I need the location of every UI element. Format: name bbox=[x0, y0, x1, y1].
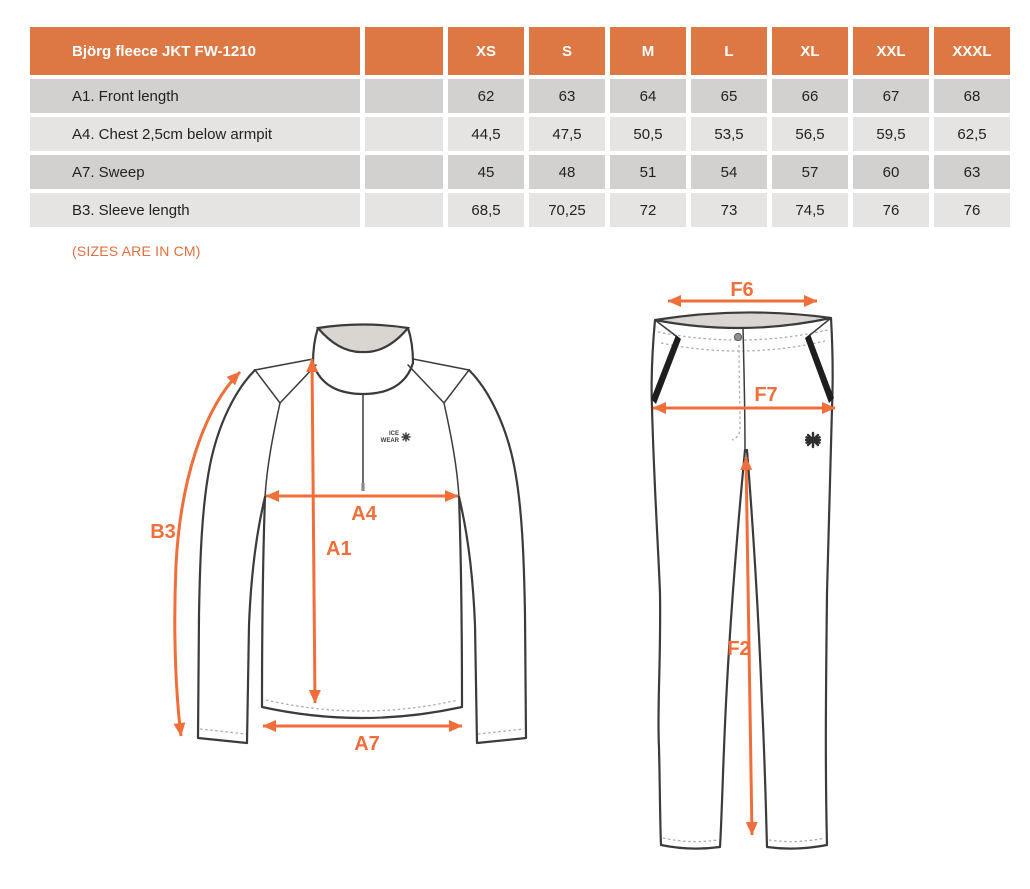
waist-button bbox=[734, 333, 741, 340]
size-header-s: S bbox=[529, 27, 605, 75]
row-spacer bbox=[365, 155, 443, 189]
value-cell: 74,5 bbox=[772, 193, 848, 227]
value-cell: 67 bbox=[853, 79, 929, 113]
size-header-xs: XS bbox=[448, 27, 524, 75]
sizes-unit-note: (SIZES ARE IN CM) bbox=[72, 243, 201, 259]
value-cell: 48 bbox=[529, 155, 605, 189]
a7-label: A7 bbox=[354, 733, 380, 755]
value-cell: 59,5 bbox=[853, 117, 929, 151]
svg-text:WEAR: WEAR bbox=[380, 438, 399, 444]
jacket-measurement-diagram bbox=[140, 295, 560, 795]
pants-outline-drawing bbox=[651, 312, 834, 848]
f2-label: F2 bbox=[727, 638, 751, 660]
value-cell: 63 bbox=[934, 155, 1010, 189]
svg-text:ICE: ICE bbox=[388, 431, 399, 437]
value-cell: 51 bbox=[610, 155, 686, 189]
value-cell: 56,5 bbox=[772, 117, 848, 151]
right-pocket bbox=[805, 334, 834, 403]
a1-label: A1 bbox=[326, 538, 352, 560]
right-shoulder-panel bbox=[408, 359, 469, 403]
size-table bbox=[30, 27, 1010, 227]
value-cell: 76 bbox=[934, 193, 1010, 227]
a4-label: A4 bbox=[351, 503, 377, 525]
value-cell: 72 bbox=[610, 193, 686, 227]
b3-label: B3 bbox=[150, 521, 176, 543]
fly-stitch bbox=[732, 345, 740, 440]
value-cell: 57 bbox=[772, 155, 848, 189]
icewear-logo bbox=[381, 431, 410, 444]
value-cell: 60 bbox=[853, 155, 929, 189]
row-label-front-length: A1. Front length bbox=[30, 79, 360, 113]
value-cell: 44,5 bbox=[448, 117, 524, 151]
table-title: Björg fleece JKT FW-1210 bbox=[30, 27, 360, 75]
row-spacer bbox=[365, 117, 443, 151]
value-cell: 64 bbox=[610, 79, 686, 113]
row-label-sleeve-length: B3. Sleeve length bbox=[30, 193, 360, 227]
value-cell: 70,25 bbox=[529, 193, 605, 227]
value-cell: 65 bbox=[691, 79, 767, 113]
row-label-sweep: A7. Sweep bbox=[30, 155, 360, 189]
value-cell: 66 bbox=[772, 79, 848, 113]
size-header-xxxl: XXXL bbox=[934, 27, 1010, 75]
row-label-chest: A4. Chest 2,5cm below armpit bbox=[30, 117, 360, 151]
value-cell: 73 bbox=[691, 193, 767, 227]
row-spacer bbox=[365, 193, 443, 227]
value-cell: 54 bbox=[691, 155, 767, 189]
table-header-spacer bbox=[365, 27, 443, 75]
value-cell: 47,5 bbox=[529, 117, 605, 151]
value-cell: 50,5 bbox=[610, 117, 686, 151]
value-cell: 76 bbox=[853, 193, 929, 227]
size-header-xl: XL bbox=[772, 27, 848, 75]
front-seam bbox=[743, 328, 745, 450]
right-sleeve bbox=[459, 370, 526, 743]
value-cell: 63 bbox=[529, 79, 605, 113]
jacket-outline-drawing bbox=[198, 325, 526, 744]
value-cell: 62,5 bbox=[934, 117, 1010, 151]
value-cell: 68,5 bbox=[448, 193, 524, 227]
size-header-m: M bbox=[610, 27, 686, 75]
left-pocket bbox=[651, 335, 681, 404]
row-spacer bbox=[365, 79, 443, 113]
zipper-pull bbox=[361, 483, 364, 491]
collar-opening bbox=[318, 325, 408, 353]
f7-label: F7 bbox=[754, 384, 778, 406]
b3-arrow bbox=[175, 372, 240, 736]
size-header-l: L bbox=[691, 27, 767, 75]
value-cell: 68 bbox=[934, 79, 1010, 113]
left-shoulder-panel bbox=[255, 359, 316, 403]
pants-measurement-diagram bbox=[635, 279, 855, 873]
f6-label: F6 bbox=[730, 279, 754, 301]
value-cell: 53,5 bbox=[691, 117, 767, 151]
snowflake-icon bbox=[806, 433, 820, 447]
size-header-xxl: XXL bbox=[853, 27, 929, 75]
waistband bbox=[655, 312, 831, 328]
left-leg bbox=[652, 320, 745, 849]
value-cell: 45 bbox=[448, 155, 524, 189]
value-cell: 62 bbox=[448, 79, 524, 113]
left-sleeve bbox=[198, 370, 265, 743]
snowflake-icon bbox=[402, 433, 410, 441]
